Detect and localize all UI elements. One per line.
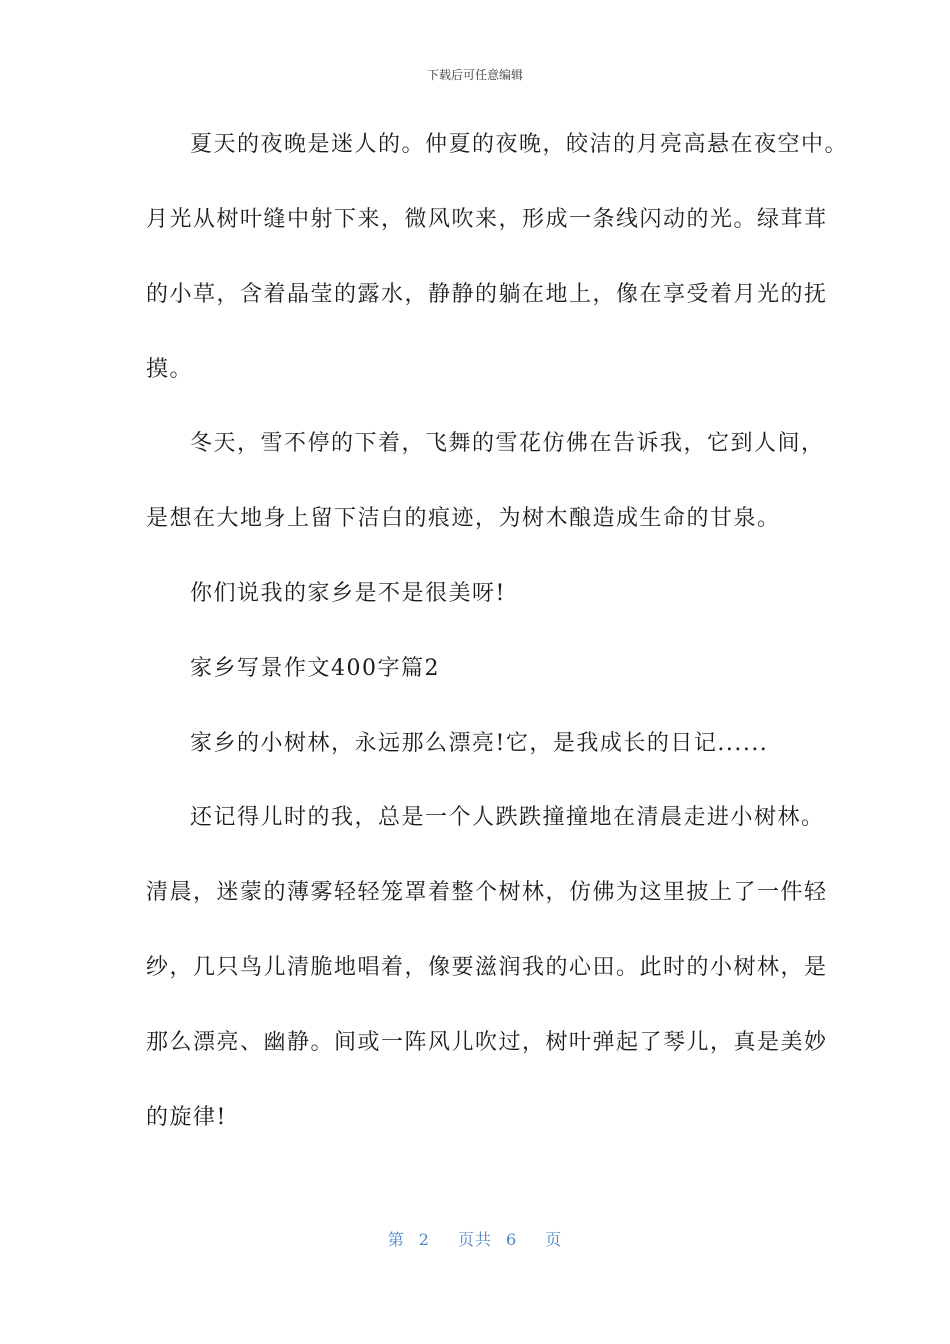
page-number-suffix: 页	[545, 1230, 563, 1249]
paragraph-line: 月光从树叶缝中射下来，微风吹来，形成一条线闪动的光。绿茸茸	[146, 207, 828, 232]
paragraph-line: 摸。	[146, 357, 194, 382]
page-footer	[0, 1229, 950, 1251]
paragraph-line: 的旋律!	[146, 1105, 227, 1130]
paragraph-line: 纱，几只鸟儿清脆地唱着，像要滋润我的心田。此时的小树林，是	[146, 955, 828, 980]
page-number-middle: 页共	[457, 1230, 492, 1249]
paragraph-line: 夏天的夜晚是迷人的。仲夏的夜晚，皎洁的月亮高悬在夜空中。	[190, 132, 849, 157]
section-title: 家乡写景作文400字篇2	[190, 656, 440, 681]
current-page-number: 2	[418, 1230, 430, 1249]
page-number-prefix: 第	[387, 1230, 405, 1249]
paragraph-line: 是想在大地身上留下洁白的痕迹，为树木酿造成生命的甘泉。	[146, 506, 781, 531]
paragraph-line: 冬天，雪不停的下着，飞舞的雪花仿佛在告诉我，它到人间，	[190, 431, 825, 456]
paragraph-line: 还记得儿时的我，总是一个人跌跌撞撞地在清晨走进小树林。	[190, 805, 825, 830]
paragraph-line: 清晨，迷蒙的薄雾轻轻笼罩着整个树林，仿佛为这里披上了一件轻	[146, 880, 828, 905]
paragraph-line: 的小草，含着晶莹的露水，静静的躺在地上，像在享受着月光的抚	[146, 282, 828, 307]
page-header: 下载后可任意编辑	[426, 68, 523, 82]
paragraph-line: 你们说我的家乡是不是很美呀!	[190, 581, 506, 606]
paragraph-line: 那么漂亮、幽静。间或一阵风儿吹过，树叶弹起了琴儿，真是美妙	[146, 1030, 828, 1055]
paragraph-line: 家乡的小树林，永远那么漂亮!它，是我成长的日记......	[190, 731, 769, 756]
total-pages-number: 6	[506, 1230, 518, 1249]
